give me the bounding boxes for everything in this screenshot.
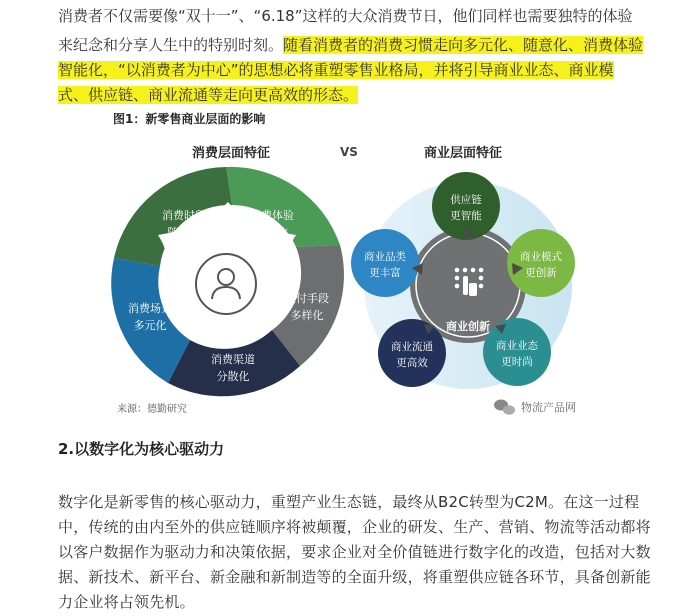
segment-label-payment-1: 支付手段 bbox=[285, 292, 329, 305]
paragraph: 数字化是新零售的核心驱动力，重塑产业生态链，最终从B2C转型为C2M。在这一过程中，传统的由内至外的供应链顺序将被颠覆，企业的研发、生产、营销、物流等活动都将以客户数据作为驱动力和决策依据，要求企业对全价值链进行数字化的改造，包括对大数据、新技术、新平台、新金融和新制造等的全面升级，将重塑供应链各环节，具备创新能力企业将占领先机。 bbox=[58, 493, 651, 611]
circle-label-5a: 商业品类 bbox=[364, 251, 406, 263]
figure-caption: 图1：新零售商业层面的影响 bbox=[113, 112, 266, 126]
segment-label-channel-2: 分散化 bbox=[216, 370, 250, 383]
highlighted-text: 式、供应链、商业流通等走向更高效的形态。 bbox=[58, 86, 359, 104]
segment-label-channel-1: 消费渠道 bbox=[211, 353, 255, 366]
segment-label-scene-1: 消费场景 bbox=[128, 302, 172, 315]
circle-business-format bbox=[483, 318, 551, 386]
circle-label-4b: 更高效 bbox=[396, 357, 428, 369]
watermark-text: 物流产品网 bbox=[521, 401, 576, 414]
section-heading: 2.以数字化为核心驱动力 bbox=[58, 440, 225, 458]
center-label: 商业创新 bbox=[446, 320, 490, 333]
wechat-icon bbox=[494, 400, 515, 415]
left-title: 消费层面特征 bbox=[192, 146, 271, 161]
circle-supply-chain bbox=[432, 172, 500, 240]
segment-label-experience-2: 个性化 bbox=[255, 226, 289, 239]
source-note: 来源：德勤研究 bbox=[117, 404, 187, 415]
right-title: 商业层面特征 bbox=[424, 146, 503, 161]
circle-category bbox=[351, 229, 419, 297]
circle-label-2a: 商业模式 bbox=[520, 251, 562, 263]
highlighted-text: 智能化，“以消费者为中心”的思想必将重塑零售业格局，并将引导商业业态、商业模 bbox=[58, 61, 614, 79]
text-plain: 来纪念和分享人生中的特别时刻。 bbox=[58, 36, 284, 54]
segment-label-time-2: 随意化 bbox=[167, 226, 201, 239]
circle-label-2b: 更创新 bbox=[525, 267, 557, 279]
circle-label-1a: 供应链 bbox=[450, 194, 482, 206]
circle-business-model bbox=[507, 229, 575, 297]
segment-label-time-1: 消费时段 bbox=[162, 209, 206, 222]
circle-label-1b: 更智能 bbox=[450, 210, 482, 222]
vs-label: VS bbox=[340, 145, 358, 159]
paragraph-line: 消费者不仅需要像“双十一”、“6.18”这样的大众消费节日，他们同样也需要独特的体验 bbox=[58, 7, 633, 25]
watermark bbox=[494, 400, 576, 415]
segment-label-experience-1: 消费体验 bbox=[250, 209, 294, 222]
circle-label-3b: 更时尚 bbox=[501, 356, 533, 368]
circle-label-3a: 商业业态 bbox=[496, 340, 538, 352]
highlighted-text: 随看消费者的消费习惯走向多元化、随意化、消费体验 bbox=[283, 36, 644, 54]
segment-label-scene-2: 多元化 bbox=[133, 319, 167, 332]
circle-label-4a: 商业流通 bbox=[391, 341, 433, 353]
circle-label-5b: 更丰富 bbox=[369, 267, 401, 279]
segment-label-payment-2: 多样化 bbox=[290, 309, 324, 322]
circle-circulation bbox=[378, 319, 446, 387]
